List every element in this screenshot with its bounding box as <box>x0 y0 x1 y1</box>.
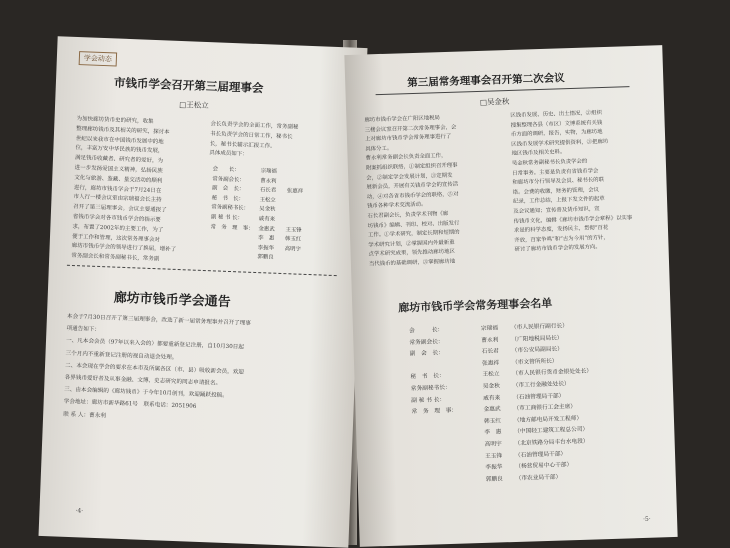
officer-names: 吴金秋 <box>259 206 276 214</box>
member-note: （地方邮电局开发工程师） <box>513 415 583 424</box>
officer-role: 常 务 理 事： <box>210 223 254 232</box>
member-name: 郭鹏良 <box>485 476 503 483</box>
body-line: 曹永利常务副会长负责全面工作， <box>365 153 447 162</box>
member-role: 常 务 理 事： <box>411 407 458 416</box>
member-note: （市人民银行副行长） <box>510 323 568 332</box>
notice-line: 学会地址：廊坊市新华路61号 联系电话：2051906 <box>63 399 197 411</box>
officer-names: 郭鹏良 <box>257 254 274 262</box>
body-line: 石长君副会长，负责学术刊物《廊 <box>367 210 449 220</box>
member-name: 王玉锋 <box>484 452 503 460</box>
member-name: 戚有来 <box>483 394 501 402</box>
member-name: 曹永利 <box>481 337 499 344</box>
body-line: 学术研究计划，②掌握国内外最新重 <box>368 239 455 249</box>
body-line: 当代钱币的基础调研，③掌握廊坊地 <box>368 258 456 268</box>
left-page <box>39 36 368 548</box>
body-line: 搜集整理各县（市区）文博系统有关钱 <box>510 119 603 129</box>
page-number: ·4· <box>75 507 84 515</box>
body-line: 廊坊市钱币学会的领导进行了换届，增补了 <box>71 243 177 254</box>
body-line: 具体成员如下： <box>209 150 248 159</box>
notice-line: 联 系 人：曹永利 <box>63 411 107 419</box>
member-role: 副 秘 书 长： <box>411 396 446 404</box>
officer-names: 王松立 <box>259 196 276 204</box>
body-line: 长，秘书长辅示汇报工作。 <box>209 140 276 150</box>
officer-names: 李 惠 韩玉红 <box>257 235 302 243</box>
officer-names: 石长君 张惠祥 <box>259 187 304 195</box>
member-role: 会 长： <box>408 327 444 335</box>
member-role: 副 会 长： <box>409 350 444 358</box>
body-line: 区钱币发展学术研究提供资料，③把廊坊 <box>511 138 609 148</box>
member-note: （中国轻工建筑工程总公司） <box>514 427 589 436</box>
body-line: 具体分工。 <box>365 145 393 153</box>
body-line: 钱币各种学术交流活动。 <box>367 202 427 210</box>
body-line: 求是的科学态度，发扬民主，贯彻“百花 <box>513 225 609 235</box>
body-line: 廊坊市钱币学会在广阳区地税局 <box>364 115 440 124</box>
member-name: 宗瑞福 <box>480 325 499 332</box>
body-line: 币方面的调研，报告，实物，为廊坊地 <box>510 129 603 139</box>
body-line: 络。会费的收缴，财务的管理，会议 <box>512 186 600 196</box>
member-name: 韩玉红 <box>483 418 502 425</box>
page-title: 市钱币学会召开第三届理事会 <box>113 75 264 96</box>
officer-role: 秘 书 长： <box>211 195 245 203</box>
member-note: （石油管理局干部） <box>513 392 565 401</box>
officer-names: 李振华 高明宇 <box>257 244 301 253</box>
body-line: 上对廊坊市钱币学会常务理事进行了 <box>364 133 452 143</box>
member-name: 高明宇 <box>484 441 502 448</box>
body-line: 区钱币发展、历史、出土情况，②组织 <box>510 110 603 119</box>
notice-line: 本会于7月30日召开了第三届理事会，改选了新一届常务理事并召开了理事 <box>66 313 252 327</box>
article-author: □吴金秋 <box>479 96 510 107</box>
body-line: 展新会员，开展有关钱币学会的宣传活 <box>366 181 459 191</box>
notice-line: 二、本会现在学会的要求在本市及所属各区（市、县）吸收新会员，欢迎 <box>64 362 245 376</box>
body-line: 传钱币文化，编辑《廊坊市钱币学会章程》以实事 <box>513 214 633 225</box>
officer-role: 常务副会长： <box>212 175 245 184</box>
body-line: 市人行一楼会议室由宗瑞福会长主持 <box>73 194 162 204</box>
body-line: 求，布置了2002年的主要工作，为了 <box>72 223 164 234</box>
body-line: 三楼会议室召开第二次常务理事会，会 <box>364 124 457 134</box>
notice-line: 三个月内不重新登记注册的视自动退会处理。 <box>65 350 178 361</box>
body-line: 书长负责学会的日常工作，秘书长 <box>209 130 293 141</box>
body-line: 工作。①学术研究，制定长期和短期的 <box>367 229 460 239</box>
body-line: 整理廊坊钱币及其相关的研究，探讨本 <box>76 125 170 136</box>
notice-title: 廊坊市钱币学会通告 <box>113 290 231 311</box>
member-name: 王松立 <box>482 371 500 379</box>
officer-role: 副 会 长： <box>211 185 245 193</box>
member-role: 常务副会长： <box>409 338 444 346</box>
member-name: 金惠武 <box>483 406 501 414</box>
body-line: 文化与旅游、鉴藏、量交活动的顺利 <box>74 174 163 185</box>
officer-names: 戚有来 <box>258 216 276 223</box>
section-divider <box>67 265 337 276</box>
body-line: 齐放，百家争鸣”和“古为今用”的方针， <box>514 234 609 244</box>
body-line: 点学术研究成果，领先推动廊坊地区 <box>368 249 455 258</box>
member-name: 张惠祥 <box>482 360 500 367</box>
member-note: （市文管所所长） <box>512 358 558 366</box>
body-line: 吴金秋常务副秘书长负责学会的 <box>511 158 588 167</box>
officer-names: 金惠武 王玉锋 <box>258 225 302 234</box>
body-line: 及会议通知；宣传普及货币知识，宣 <box>513 206 600 215</box>
notice-line: 三、由本会编辑的《廊坊钱币》于今年10月创刊，欢迎踊跃投稿。 <box>64 386 228 400</box>
body-line: 便于工作和管理，这次常务理事会对 <box>71 233 161 243</box>
officer-role: 会 长： <box>212 166 240 174</box>
member-name: 吴金秋 <box>482 383 500 390</box>
body-line: 附案抓组织联络，①制定组织召开理事 <box>365 162 458 172</box>
body-line: 满足钱币收藏者、研究者的爱好，为 <box>74 155 164 165</box>
member-role: 常务副秘书长： <box>410 384 451 393</box>
body-line: 研讨了廊坊市钱币学会的发展方向。 <box>514 244 601 254</box>
body-line: 会长负责学会的全面工作，常务副秘 <box>210 121 299 131</box>
body-line: 位，丰富万安中华民族的钱币发展， <box>75 145 164 155</box>
right-page <box>344 45 677 547</box>
body-line: 动，④对各省市钱币学会的联络，⑤对 <box>366 191 459 201</box>
body-line: 世纪以来我市在中国钱币发展中的地 <box>75 135 164 145</box>
body-line: 省钱币学会对各市钱币学会的指示要 <box>72 213 161 224</box>
column-label: 学会动态 <box>79 51 118 66</box>
body-line: 会，②制定学会发展计划，③定期发 <box>366 172 453 182</box>
body-line: 日常事务。主要是负责有省钱币学会 <box>512 167 599 177</box>
notice-line: 项通告如下： <box>66 325 101 334</box>
body-line: 为加快廊坊货币史的研究，收集 <box>76 116 154 125</box>
body-line: 进一步发扬爱国主义精神，弘扬民族 <box>74 164 163 175</box>
member-name: 李 惠 <box>484 429 502 437</box>
officer-names: 宗瑞福 <box>260 168 277 175</box>
body-line: 和廊坊市分行领导及会员、秘书长的联 <box>512 177 605 187</box>
member-note: （市工行金融处处长） <box>512 381 570 389</box>
officer-names: 曹永利 <box>260 177 277 185</box>
member-note: （市人民银行货币金银处处长） <box>512 368 593 378</box>
page-title: 第三届常务理事会召开第二次会议 <box>407 72 565 90</box>
article-author: □王松立 <box>179 99 209 111</box>
body-line: 纪录，工作总结，上报下发文件的起草 <box>512 196 605 206</box>
member-name: 李振华 <box>485 464 503 472</box>
member-note: （市公安局副局长） <box>511 346 563 355</box>
member-note: （北京铁路分局丰台水电段） <box>514 438 589 447</box>
notice-line: 一、凡本会会员（97年以来入会的）都要重新登记注册，自10月30日起 <box>65 338 244 351</box>
body-line: 召开了第三届理事会。会议主要通报了 <box>73 204 167 214</box>
page-number: ·5· <box>642 515 651 523</box>
member-note: （杨营贸易中心干部） <box>515 462 573 471</box>
body-line: 地区钱币及相关史料。 <box>511 149 566 158</box>
notice-line: 各界钱币爱好者及从事金融、文博、史志研究的同志申请报名。 <box>64 374 222 387</box>
member-role: 秘 书 长： <box>410 373 445 381</box>
member-note: （石油管理局干部） <box>514 450 567 459</box>
member-note: （市农业局干部） <box>515 474 562 482</box>
member-note: （广阳地税局局长） <box>511 334 563 343</box>
officer-role: 常务副秘书长： <box>211 204 250 213</box>
body-line: 常务副会长和常务副秘书长，常务副 <box>71 253 160 263</box>
officer-role: 副 秘 书 长： <box>210 214 244 222</box>
member-list-title: 廊坊市钱币学会常务理事会名单 <box>398 296 553 315</box>
member-note: （市工商银行工会主席） <box>513 404 577 413</box>
body-line: 进行，廊坊市钱币学会于7月24日在 <box>73 184 162 194</box>
member-name: 石长君 <box>481 348 499 356</box>
body-line: 坊钱币》编辑、刊印、校对、出版发行 <box>367 220 460 230</box>
